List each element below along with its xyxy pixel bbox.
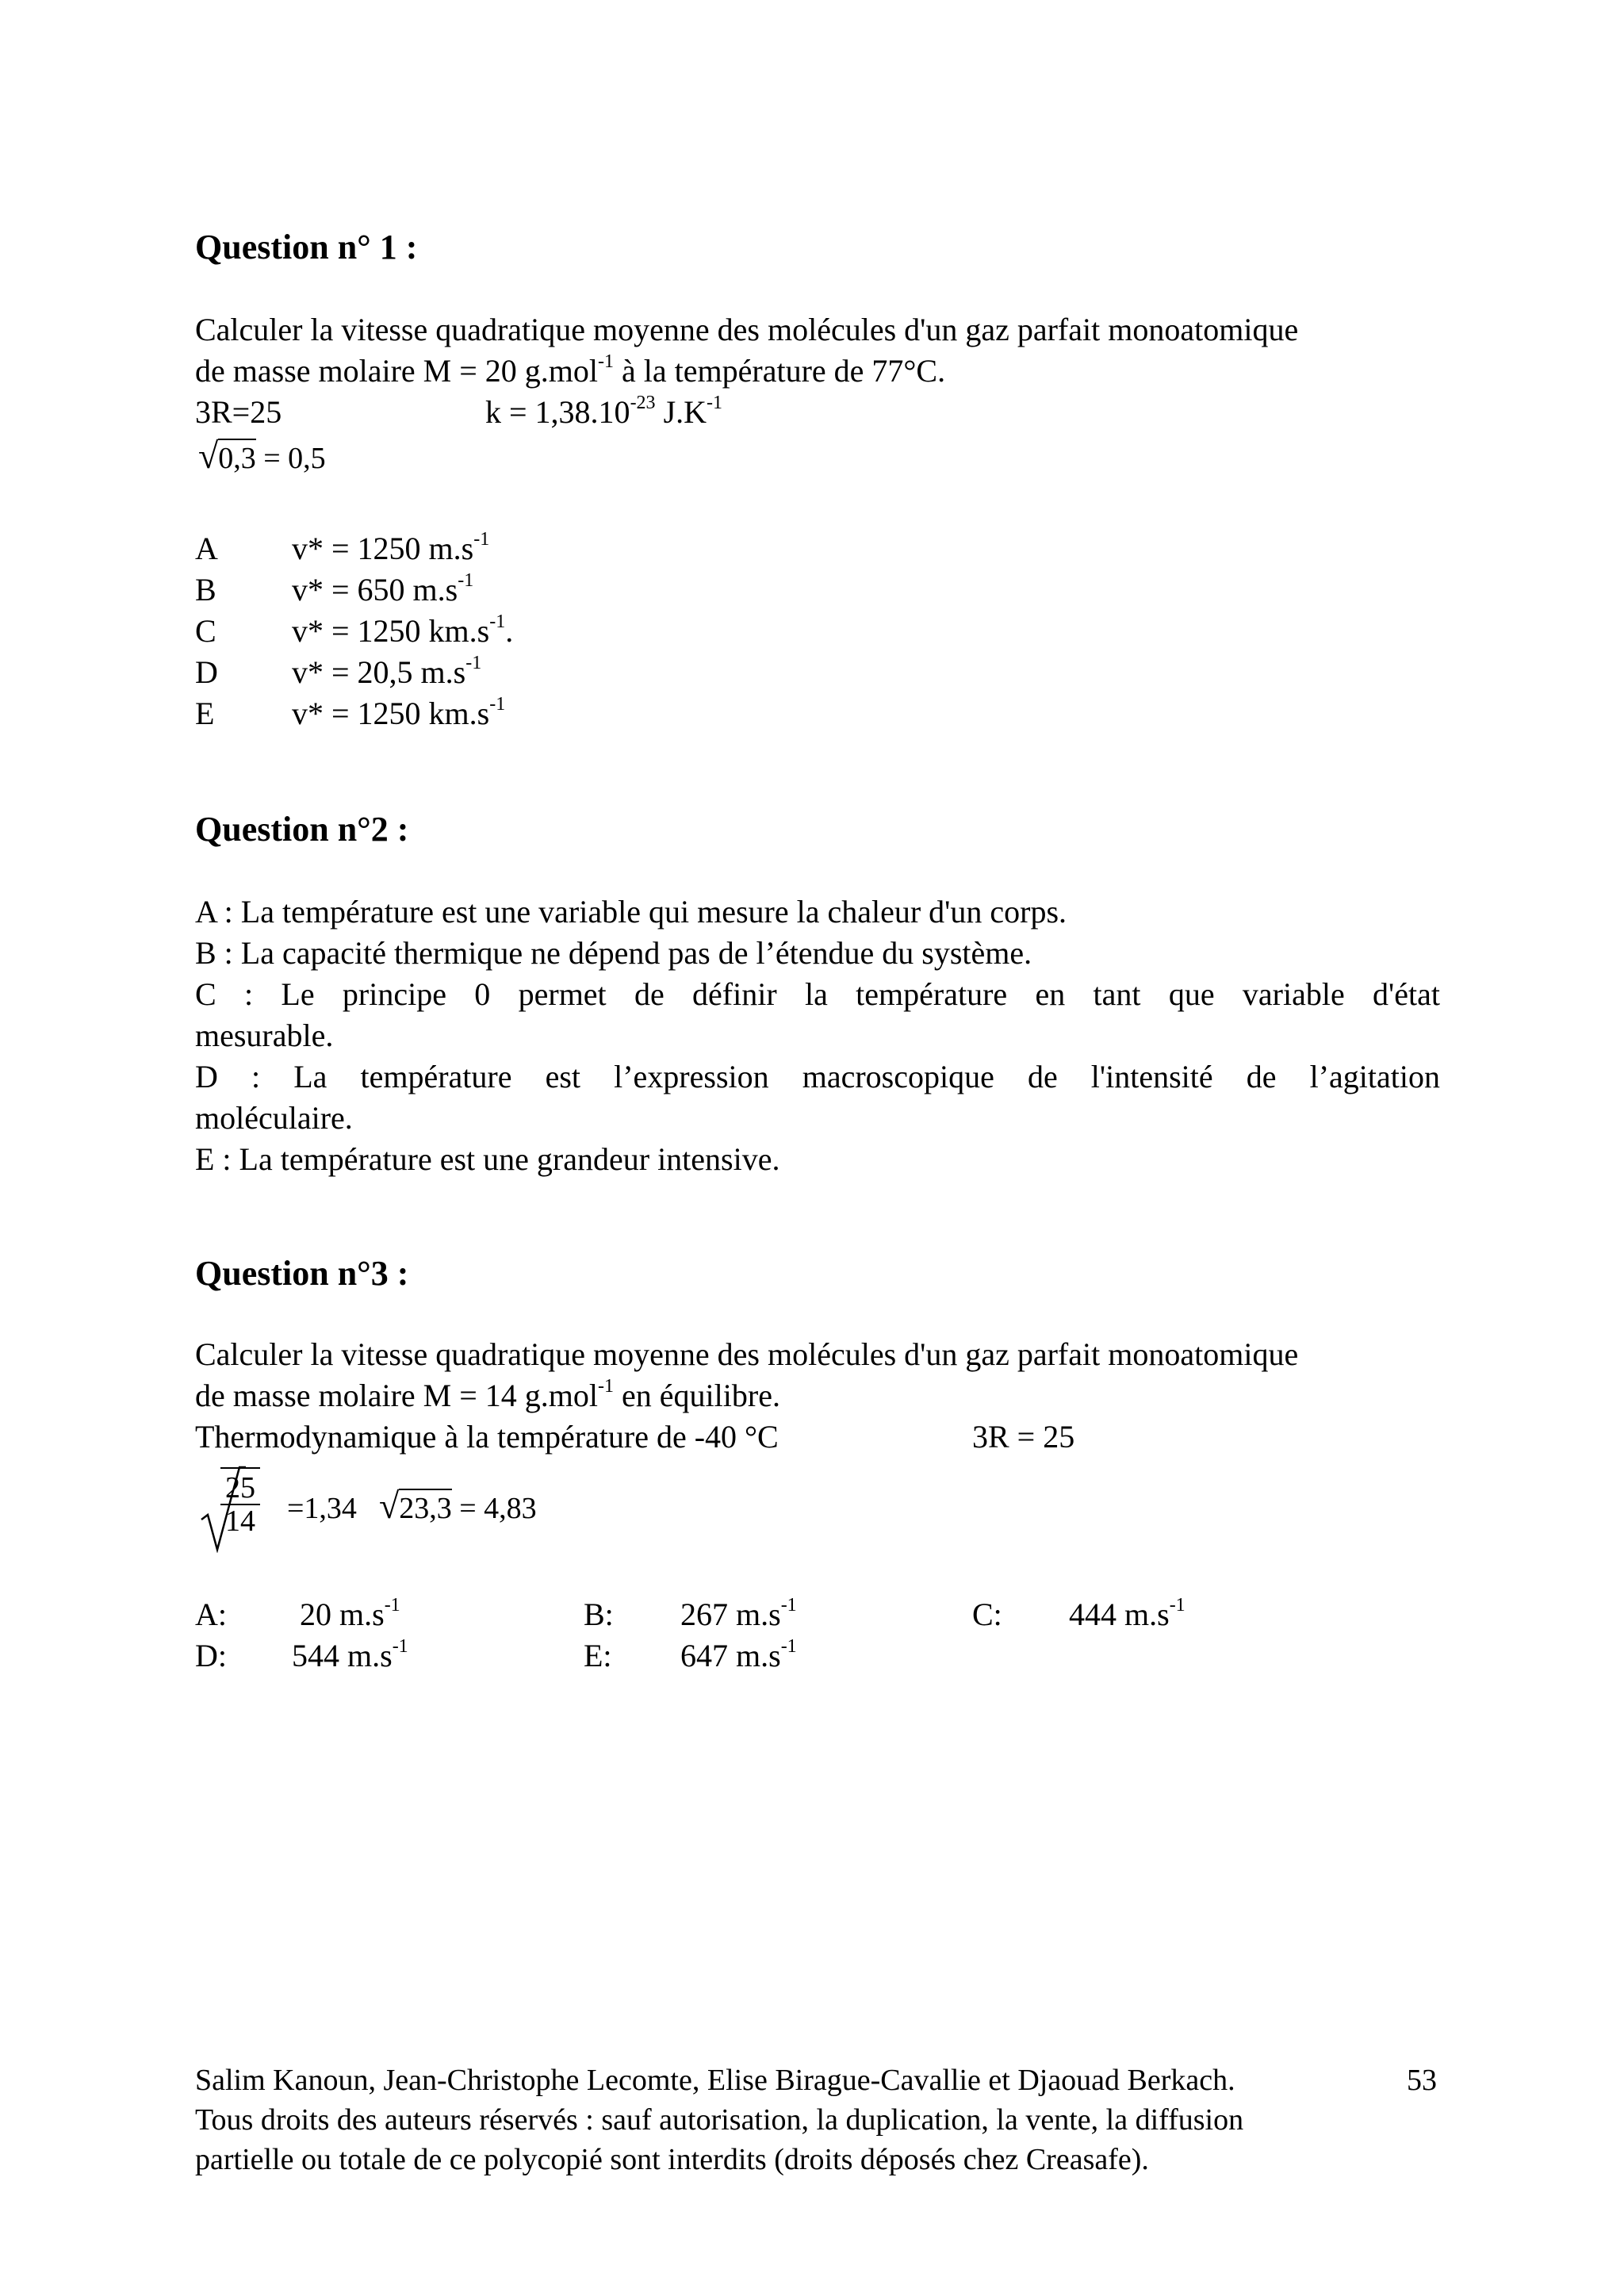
q1-option-a: A v* = 1250 $m.s^{-1}$ [195, 529, 490, 566]
q1-constant-k: $k = 1,38.10^{-23}$ $J.K^{-1}$ [485, 393, 723, 430]
question-1-title: Question n° 1 : [195, 228, 418, 266]
page-number: 53 [1407, 2064, 1437, 2097]
footer-authors: Salim Kanoun, Jean-Christophe Lecomte, Elise Birague-Cavallie et Djaouad Berkach. [195, 2064, 1235, 2097]
q3-option-c: C: 444 $m.s^{-1}$ [972, 1595, 1185, 1632]
footer-copyright-line1: Tous droits des auteurs réservés : sauf autorisation, la duplication, la vente, la diffusion [195, 2103, 1244, 2137]
q3-constant-3r: 3R = 25 [972, 1419, 1075, 1455]
q1-statement-line2: de masse molaire M = 20 g.mol$^{-1}$ à la température de 77°C. [195, 351, 946, 389]
q3-statement-line1: Calculer la vitesse quadratique moyenne des molécules d'un gaz parfait monoatomique [195, 1336, 1299, 1372]
q3-option-a: A: 20 $m.s^{-1}$ [195, 1595, 400, 1632]
q2-item-e: E : La température est une grandeur intensive. [195, 1141, 780, 1177]
q1-option-d: D v* = 20,5 $m.s^{-1}$ [195, 653, 482, 690]
q1-constant-3r: 3R=25 [195, 394, 282, 430]
q1-statement-line1: Calculer la vitesse quadratique moyenne des molécules d'un gaz parfait monoatomique [195, 312, 1299, 347]
q2-item-a: A : La température est une variable qui mesure la chaleur d'un corps. [195, 894, 1067, 930]
q3-option-e: E: 647 $m.s^{-1}$ [584, 1636, 797, 1673]
q1-sqrt-hint: √0,3 = 0,5 [198, 435, 326, 476]
q2-item-b: B : La capacité thermique ne dépend pas de l’étendue du système. [195, 935, 1032, 971]
q2-item-c-line2: mesurable. [195, 1018, 334, 1053]
q1-option-c: C v* = 1250 $km.s^{-1}$. [195, 611, 514, 649]
q3-statement-line3: Thermodynamique à la température de -40 °C [195, 1419, 779, 1455]
footer-copyright-line2: partielle ou totale de ce polycopié sont interdits (droits déposés chez Creasafe). [195, 2143, 1149, 2176]
q3-sqrt-hint: √23,3 = 4,83 [379, 1485, 537, 1526]
q3-option-b: B: 267 $m.s^{-1}$ [584, 1595, 797, 1632]
q2-item-d-line1: D : La température est l’expression macroscopique de l'intensité de l’agitation [195, 1059, 1440, 1094]
question-2-title: Question n°2 : [195, 810, 409, 849]
q3-option-d: D: 544 $m.s^{-1}$ [195, 1636, 408, 1673]
q2-item-d-line2: moléculaire. [195, 1100, 353, 1136]
q2-item-c-line1: C : Le principe 0 permet de définir la température en tant que variable d'état [195, 976, 1440, 1012]
question-3-title: Question n°3 : [195, 1254, 409, 1293]
q1-option-e: E v* = 1250 $km.s^{-1}$ [195, 694, 506, 731]
q1-option-b: B v* = 650 $m.s^{-1}$ [195, 570, 474, 608]
q3-statement-line2: de masse molaire M = 14 g.mol$^{-1}$ en équilibre. [195, 1376, 780, 1413]
